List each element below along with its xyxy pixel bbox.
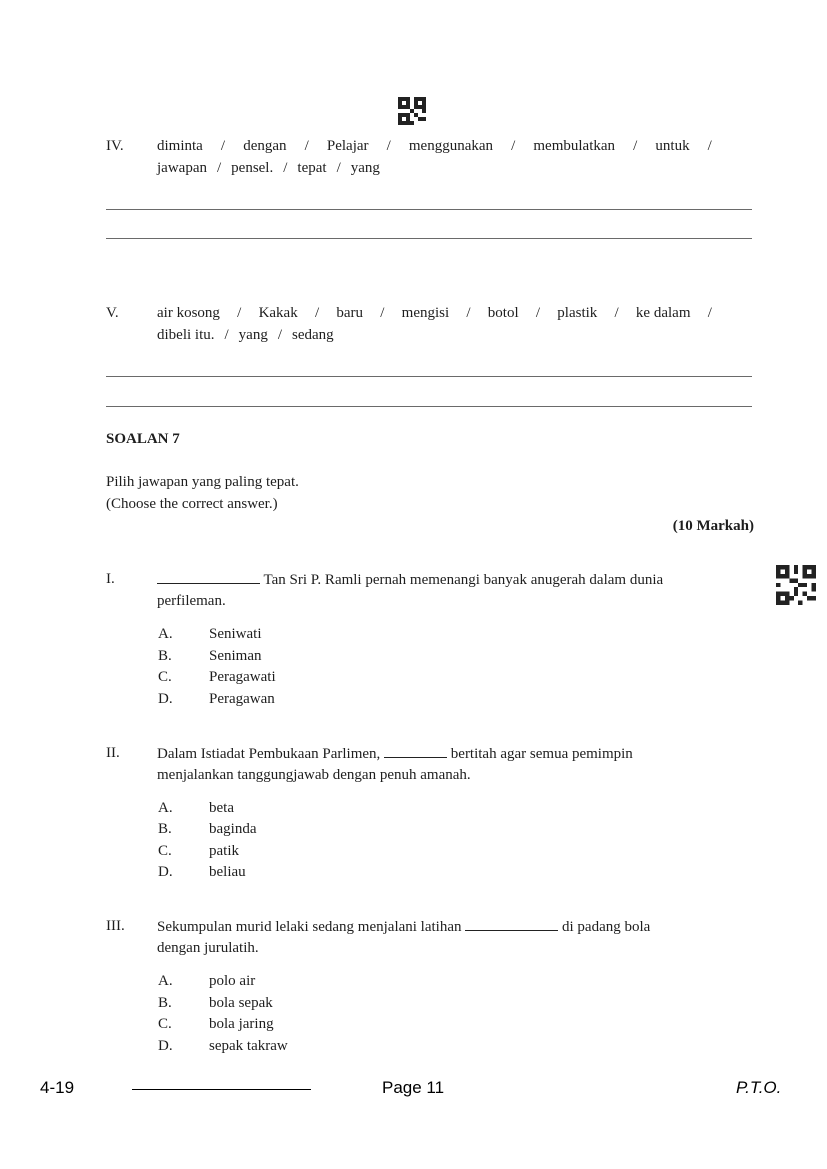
q7-iii-number: III. bbox=[106, 918, 125, 934]
word: air kosong bbox=[157, 305, 220, 321]
footer-divider bbox=[132, 1089, 311, 1090]
separator: / bbox=[614, 305, 619, 321]
q6-v-line1 bbox=[157, 305, 712, 322]
q7-iii-line1 bbox=[157, 918, 650, 936]
qr-code-side bbox=[776, 565, 816, 605]
word: menggunakan bbox=[408, 138, 494, 154]
answer-blank[interactable] bbox=[157, 571, 260, 584]
option-letter: B. bbox=[158, 648, 172, 664]
option-text[interactable]: beliau bbox=[209, 864, 246, 880]
footer-code: 4-19 bbox=[40, 1078, 75, 1097]
word: mengisi bbox=[401, 305, 450, 321]
separator: / bbox=[386, 138, 391, 154]
answer-blank[interactable] bbox=[465, 918, 558, 931]
word: sedang bbox=[292, 327, 334, 343]
instruction: Pilih jawapan yang paling tepat. bbox=[106, 474, 299, 490]
separator: / bbox=[314, 305, 320, 321]
word: pensel. bbox=[231, 160, 274, 176]
word: untuk bbox=[655, 138, 690, 154]
option-letter: A. bbox=[158, 626, 173, 642]
separator: / bbox=[237, 305, 242, 321]
word: Kakak bbox=[258, 305, 298, 321]
option-text[interactable]: polo air bbox=[209, 973, 256, 989]
option-text[interactable]: Peragawati bbox=[209, 669, 276, 685]
q7-ii-line1 bbox=[157, 745, 633, 763]
question-suffix: Tan Sri P. Ramli pernah memenangi banyak anugerah dalam dunia bbox=[260, 572, 664, 588]
word: jawapan bbox=[157, 160, 207, 176]
option-letter: B. bbox=[158, 821, 172, 837]
option-letter: C. bbox=[158, 669, 172, 685]
option-text[interactable]: bola jaring bbox=[209, 1016, 274, 1032]
marks-label: (10 Markah) bbox=[672, 518, 754, 534]
separator: / bbox=[466, 305, 471, 321]
question-suffix: di padang bola bbox=[558, 919, 651, 935]
question-suffix: bertitah agar semua pemimpin bbox=[447, 746, 633, 762]
word: Pelajar bbox=[326, 138, 369, 154]
separator: / bbox=[380, 305, 385, 321]
separator: / bbox=[216, 160, 222, 176]
option-letter: A. bbox=[158, 973, 173, 989]
answer-blank[interactable] bbox=[384, 745, 447, 758]
q6-iv-line1 bbox=[157, 138, 712, 155]
q7-i-number: I. bbox=[106, 571, 115, 587]
option-text[interactable]: bola sepak bbox=[209, 995, 273, 1011]
option-letter: B. bbox=[158, 995, 172, 1011]
option-text[interactable]: sepak takraw bbox=[209, 1038, 288, 1054]
q7-ii-line2: menjalankan tanggungjawab dengan penuh amanah. bbox=[157, 767, 471, 783]
option-letter: C. bbox=[158, 1016, 172, 1032]
word: botol bbox=[487, 305, 519, 321]
separator: / bbox=[220, 138, 226, 154]
q7-ii-number: II. bbox=[106, 745, 120, 761]
option-text[interactable]: patik bbox=[209, 843, 239, 859]
option-letter: D. bbox=[158, 864, 173, 880]
word: dengan bbox=[243, 138, 287, 154]
option-letter: D. bbox=[158, 1038, 173, 1054]
word: yang bbox=[238, 327, 268, 343]
question-prefix: Dalam Istiadat Pembukaan Parlimen, bbox=[157, 746, 385, 762]
pto-label: P.T.O. bbox=[736, 1078, 782, 1097]
q7-i-line2: perfileman. bbox=[157, 593, 226, 609]
word: plastik bbox=[557, 305, 598, 321]
word: membulatkan bbox=[533, 138, 616, 154]
separator: / bbox=[277, 327, 283, 343]
separator: / bbox=[707, 138, 712, 154]
separator: / bbox=[336, 160, 341, 176]
q6-v-line2 bbox=[157, 327, 334, 344]
word: yang bbox=[350, 160, 380, 176]
option-text[interactable]: Seniman bbox=[209, 648, 262, 664]
option-letter: D. bbox=[158, 691, 173, 707]
option-text[interactable]: beta bbox=[209, 800, 234, 816]
word: baru bbox=[336, 305, 364, 321]
option-text[interactable]: Peragawan bbox=[209, 691, 275, 707]
option-text[interactable]: Seniwati bbox=[209, 626, 262, 642]
option-text[interactable]: baginda bbox=[209, 821, 257, 837]
separator: / bbox=[511, 138, 516, 154]
separator: / bbox=[283, 160, 288, 176]
answer-line[interactable] bbox=[106, 376, 752, 377]
separator: / bbox=[707, 305, 712, 321]
answer-line[interactable] bbox=[106, 406, 752, 407]
q7-iii-line2: dengan jurulatih. bbox=[157, 940, 259, 956]
word: tepat bbox=[297, 160, 327, 176]
separator: / bbox=[224, 327, 229, 343]
option-letter: C. bbox=[158, 843, 172, 859]
separator: / bbox=[304, 138, 309, 154]
answer-line[interactable] bbox=[106, 238, 752, 239]
page-number: Page 11 bbox=[382, 1078, 445, 1097]
answer-line[interactable] bbox=[106, 209, 752, 210]
word: diminta bbox=[157, 138, 203, 154]
separator: / bbox=[633, 138, 638, 154]
word: dibeli itu. bbox=[157, 327, 215, 343]
q6-iv-number: IV. bbox=[106, 138, 124, 154]
question-prefix: Sekumpulan murid lelaki sedang menjalani latihan bbox=[157, 919, 466, 935]
section-heading: SOALAN 7 bbox=[106, 431, 180, 447]
qr-code-top bbox=[398, 97, 426, 125]
q6-v-number: V. bbox=[106, 305, 119, 321]
option-letter: A. bbox=[158, 800, 173, 816]
q6-iv-line2 bbox=[157, 160, 380, 177]
instruction-english: (Choose the correct answer.) bbox=[106, 496, 278, 512]
word: ke dalam bbox=[635, 305, 691, 321]
separator: / bbox=[535, 305, 541, 321]
q7-i-line1 bbox=[157, 571, 663, 589]
